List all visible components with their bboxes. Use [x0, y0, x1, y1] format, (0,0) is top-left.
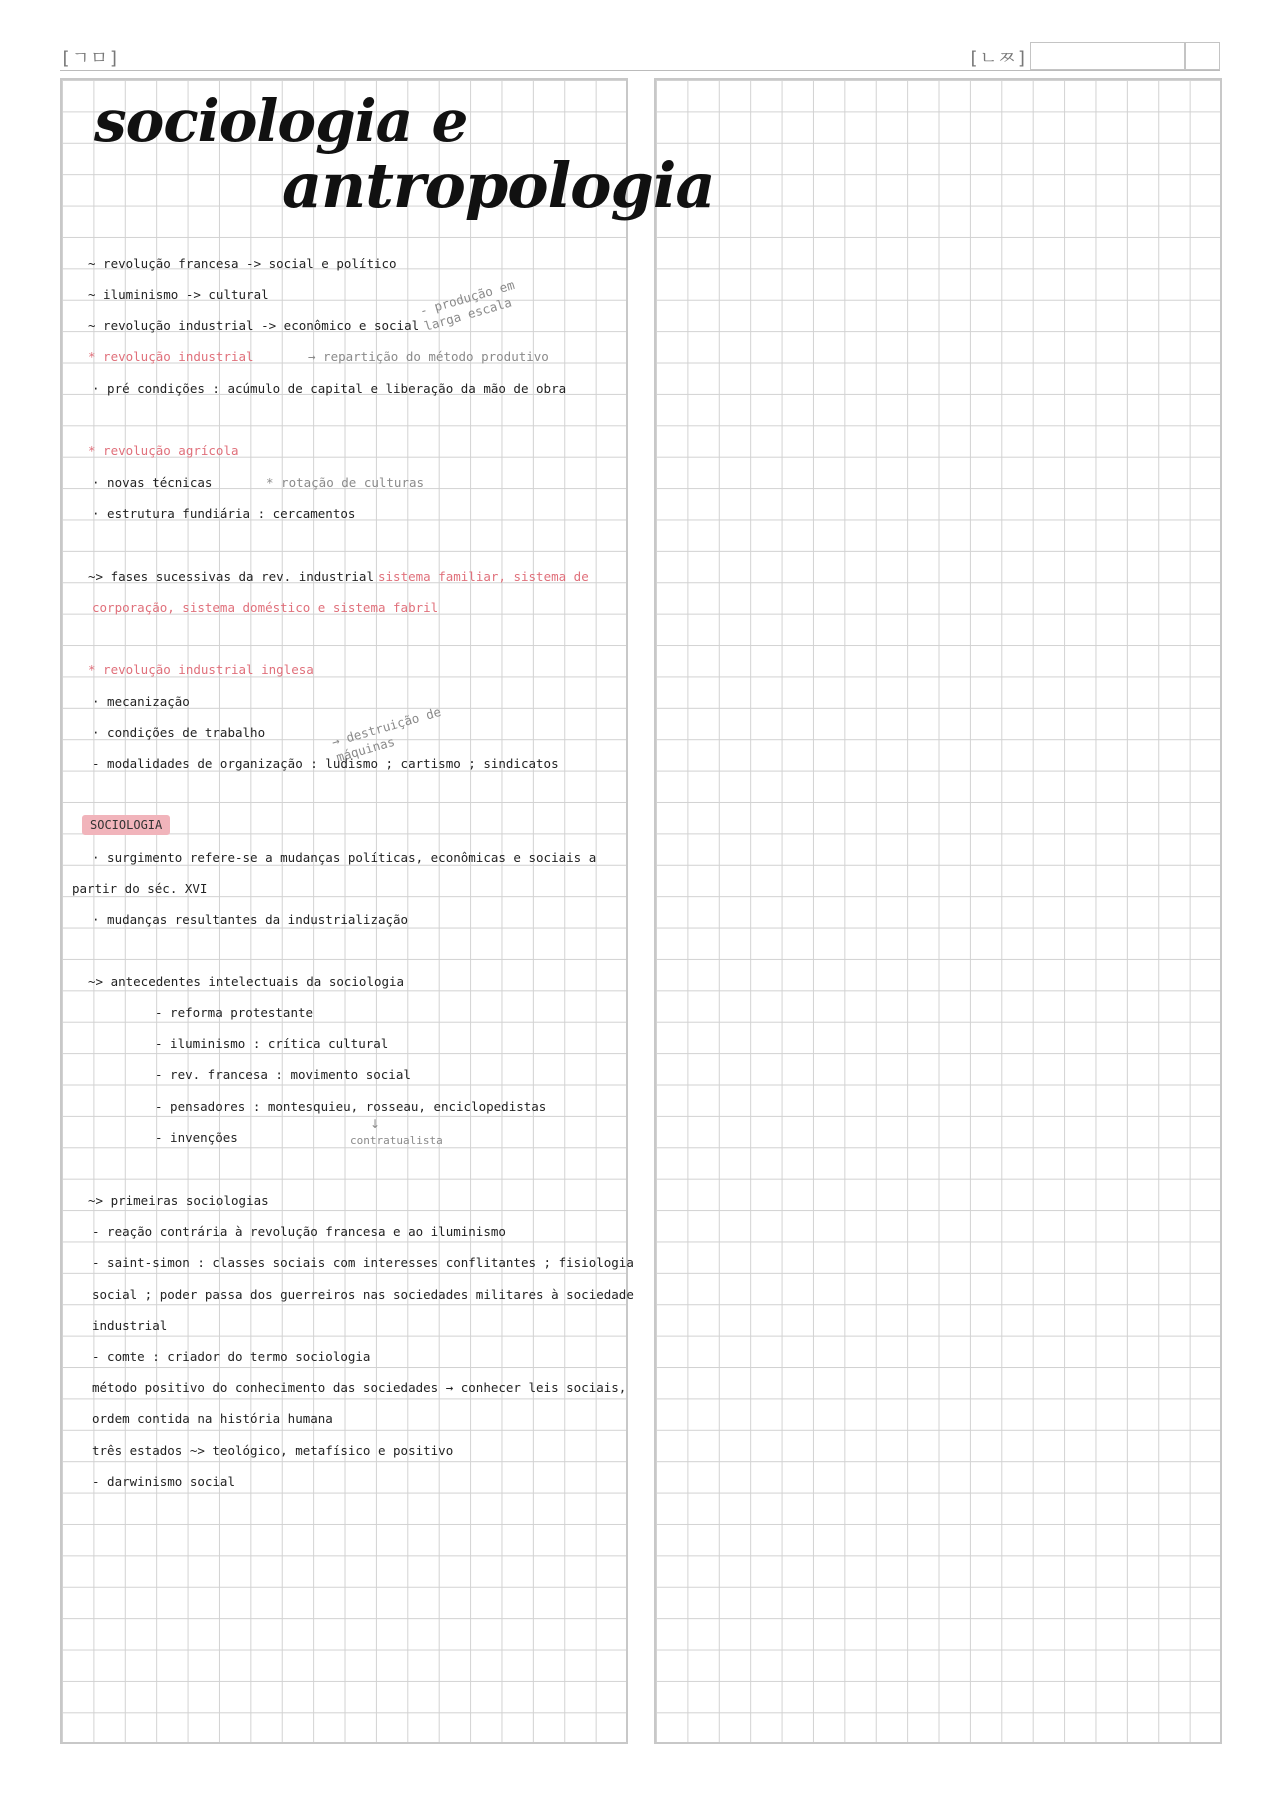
note-line: - comte : criador do termo sociologia: [92, 1349, 371, 1364]
note-annotation: → repartição do método produtivo: [308, 349, 549, 364]
note-line: três estados ~> teológico, metafísico e positivo: [92, 1443, 454, 1458]
note-line: · pré condições : acúmulo de capital e liberação da mão de obra: [92, 381, 567, 396]
note-line: partir do séc. XVI: [72, 881, 208, 896]
note-line: - darwinismo social: [92, 1474, 235, 1489]
note-line: · mecanização: [92, 694, 190, 709]
note-line: - invenções: [155, 1130, 238, 1145]
down-arrow-icon: ↓: [370, 1117, 381, 1131]
note-heading: * revolução industrial inglesa: [88, 662, 314, 677]
note-line: · condições de trabalho: [92, 725, 266, 740]
header-right-label: [ㄴㅉ]: [968, 48, 1029, 69]
note-line: · novas técnicas: [92, 475, 213, 490]
note-annotation: * rotação de culturas: [266, 475, 425, 490]
note-line: social ; poder passa dos guerreiros nas sociedades militares à sociedade: [92, 1287, 634, 1302]
note-annotation: contratualista: [350, 1134, 443, 1147]
header-left-label: [ㄱㅁ]: [60, 48, 121, 69]
note-line: ~ iluminismo -> cultural: [88, 287, 269, 302]
note-line: ordem contida na história humana: [92, 1411, 333, 1426]
right-grid-page: [654, 78, 1222, 1744]
note-line-pink: corporação, sistema doméstico e sistema fabril: [92, 600, 439, 615]
note-annotation: - produção em larga escala: [418, 277, 517, 334]
note-line: - reforma protestante: [155, 1005, 314, 1020]
note-annotation: → destruição de máquinas: [330, 703, 443, 765]
note-line: - modalidades de organização : ludismo ; cartismo ; sindicatos: [92, 756, 559, 771]
note-line: · mudanças resultantes da industrialização: [92, 912, 409, 927]
note-line: ~> fases sucessivas da rev. industrial: [88, 569, 374, 584]
note-line: método positivo do conhecimento das sociedades → conhecer leis sociais,: [92, 1380, 627, 1395]
header-date-box: [1030, 42, 1186, 70]
note-line: ~ revolução francesa -> social e político: [88, 256, 397, 271]
header-rule: [60, 70, 1220, 71]
title-line-1: sociologia e: [94, 87, 468, 155]
note-line: ~> primeiras sociologias: [88, 1193, 269, 1208]
note-line: ~> antecedentes intelectuais da sociologia: [88, 974, 405, 989]
note-line: · estrutura fundiária : cercamentos: [92, 506, 356, 521]
note-heading: * revolução agrícola: [88, 443, 239, 458]
note-line-pink: sistema familiar, sistema de: [378, 569, 589, 584]
section-badge: SOCIOLOGIA: [82, 815, 170, 835]
header-date-box-small: [1184, 42, 1220, 70]
title-line-2: antropologia: [282, 149, 715, 222]
note-line: - rev. francesa : movimento social: [155, 1067, 411, 1082]
note-line: industrial: [92, 1318, 168, 1333]
note-line: - saint-simon : classes sociais com interesses conflitantes ; fisiologia: [92, 1255, 634, 1270]
note-line: - reação contrária à revolução francesa e ao iluminismo: [92, 1224, 506, 1239]
note-line: · surgimento refere-se a mudanças políticas, econômicas e sociais a: [92, 850, 597, 865]
note-line: - iluminismo : crítica cultural: [155, 1036, 389, 1051]
note-heading: * revolução industrial: [88, 349, 254, 364]
note-line: - pensadores : montesquieu, rosseau, enciclopedistas: [155, 1099, 547, 1114]
note-line: ~ revolução industrial -> econômico e social: [88, 318, 420, 333]
